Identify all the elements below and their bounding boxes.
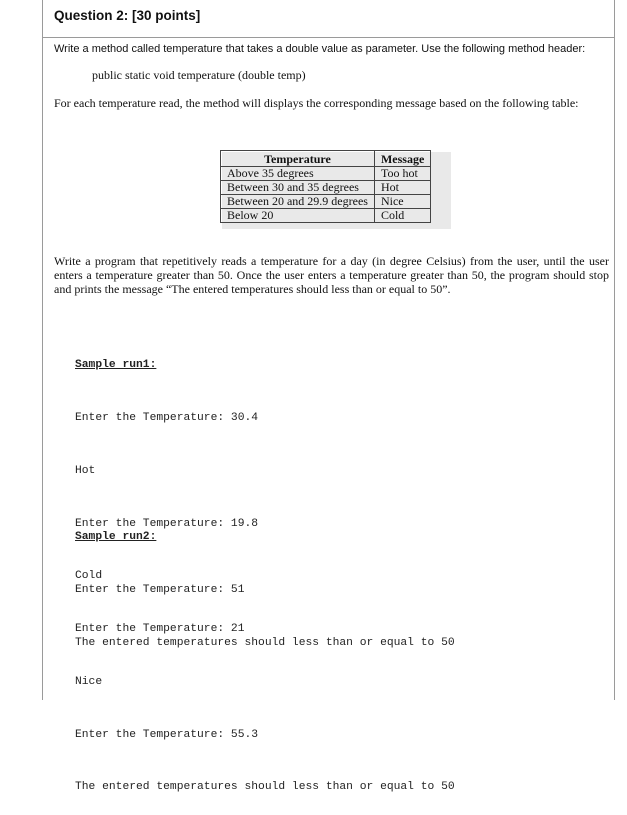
table-cell-temperature: Above 35 degrees xyxy=(221,167,375,181)
table-cell-temperature: Below 20 xyxy=(221,209,375,223)
output-line: Cold xyxy=(75,570,103,583)
sample-run-2-label: Sample run2: xyxy=(75,531,157,544)
output-line: Enter the Temperature: 51 xyxy=(75,583,245,596)
output-line: Enter the Temperature: 30.4 xyxy=(75,411,259,424)
table-cell-temperature: Between 30 and 35 degrees xyxy=(221,181,375,195)
output-line: Enter the Temperature: 19.8 xyxy=(75,517,259,530)
table-cell-temperature: Between 20 and 29.9 degrees xyxy=(221,195,375,209)
question-title: Question 2: [30 points] xyxy=(54,8,201,23)
table-row xyxy=(221,167,431,181)
table-header-row xyxy=(221,151,431,167)
method-header: public static void temperature (double temp) xyxy=(92,68,306,82)
output-line: Enter the Temperature: 21 xyxy=(75,623,245,636)
output-line: Enter the Temperature: 55.3 xyxy=(75,728,259,741)
table-cell-message: Hot xyxy=(374,181,430,195)
description-text: For each temperature read, the method will displays the corresponding message based on the following table: xyxy=(54,96,579,110)
table-row xyxy=(221,195,431,209)
output-line: The entered temperatures should less than or equal to 50 xyxy=(75,636,455,649)
table-row xyxy=(221,181,431,195)
output-line: The entered temperatures should less than or equal to 50 xyxy=(75,781,455,794)
program-text: Write a program that repetitively reads a temperature for a day (in degree Celsius) from the user, until the user enters a temperature greater than 50. Once the user enters a temperature greater than 50, the program should stop and prints the message “The entered temperatures should less than or equal to 50”. xyxy=(54,254,609,296)
table-cell-message: Nice xyxy=(374,195,430,209)
table-cell-message: Too hot xyxy=(374,167,430,181)
sample-run-1-label: Sample run1: xyxy=(75,359,157,372)
intro-text: Write a method called temperature that takes a double value as parameter. Use the following method header: xyxy=(54,43,586,55)
table-header-temperature: Temperature xyxy=(221,151,375,167)
table-header-message: Message xyxy=(374,151,430,167)
output-line: Nice xyxy=(75,675,103,688)
sample-run-2 xyxy=(75,494,455,670)
table-cell-message: Cold xyxy=(374,209,430,223)
output-line: Hot xyxy=(75,464,96,477)
table-row xyxy=(221,209,431,223)
temperature-table xyxy=(220,150,431,223)
